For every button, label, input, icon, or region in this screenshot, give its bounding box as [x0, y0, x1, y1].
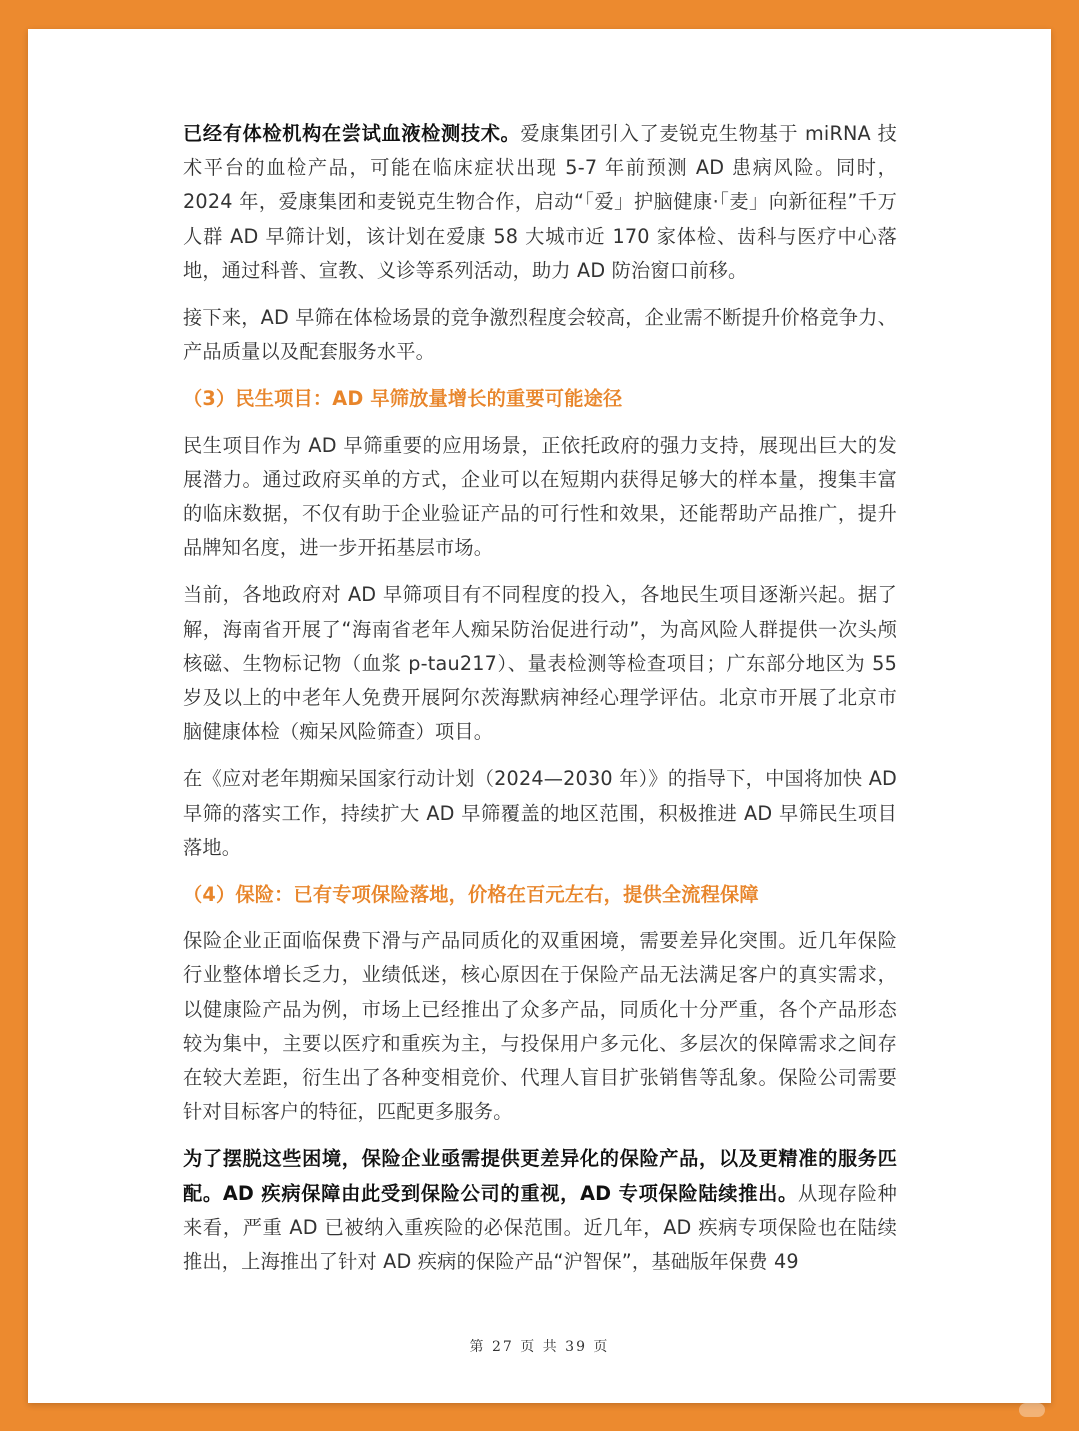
paragraph-insurance-2 — [183, 1142, 897, 1279]
watermark-icon — [1019, 1403, 1045, 1417]
paragraph-text: 接下来，AD 早筛在体检场景的竞争激烈程度会较高，企业需不断提升价格竞争力、产品质量以及配套服务水平。 — [183, 306, 897, 364]
section-heading-4: （4）保险：已有专项保险落地，价格在百元左右，提供全流程保障 — [183, 883, 759, 907]
section-heading-3: （3）民生项目：AD 早筛放量增长的重要可能途径 — [183, 387, 623, 411]
paragraph-livelihood-3: 在《应对老年期痴呆国家行动计划（2024—2030 年）》的指导下，中国将加快 AD 早筛的落实工作，持续扩大 AD 早筛覆盖的地区范围，积极推进 AD 早筛民生项目落地。 — [183, 767, 897, 859]
document-page — [28, 29, 1051, 1403]
paragraph-text: 爱康集团引入了麦锐克生物基于 miRNA 技术平台的血检产品，可能在临床症状出现 5-7 年前预测 AD 患病风险。同时，2024 年，爱康集团和麦锐克生物合作，启动“「爱」护脑健康·「麦」向新征程”千万人群 AD 早筛计划，该计划在爱康 58 大城市近 170 家体检、齿科与医疗中心落地，通过科普、宣教、义诊等系列活动，助力 AD 防治窗口前移。 — [183, 122, 897, 282]
paragraph-insurance-1: 保险企业正面临保费下滑与产品同质化的双重困境，需要差异化突围。近几年保险行业整体增长乏力，业绩低迷，核心原因在于保险产品无法满足客户的真实需求，以健康险产品为例，市场上已经推出了众多产品，同质化十分严重，各个产品形态较为集中，主要以医疗和重疾为主，与投保用户多元化、多层次的保障需求之间存在较大差距，衍生出了各种变相竞价、代理人盲目扩张销售等乱象。保险公司需要针对目标客户的特征，匹配更多服务。 — [183, 929, 897, 1124]
page-content — [183, 117, 897, 1292]
paragraph-livelihood-1: 民生项目作为 AD 早筛重要的应用场景，正依托政府的强力支持，展现出巨大的发展潜力。通过政府买单的方式，企业可以在短期内获得足够大的样本量，搜集丰富的临床数据，不仅有助于企业验证产品的可行性和效果，还能帮助产品推广，提升品牌知名度，进一步开拓基层市场。 — [183, 433, 897, 560]
paragraph-competition — [183, 301, 897, 369]
paragraph-blood-test — [183, 117, 897, 288]
page-number-footer: 第 27 页 共 39 页 — [469, 1339, 610, 1355]
paragraph-lead-bold: 为了摆脱这些困境，保险企业亟需提供更差异化的保险产品，以及更精准的服务匹配。AD 疾病保障由此受到保险公司的重视，AD 专项保险陆续推出。 — [183, 1147, 897, 1205]
paragraph-text: 从现存险种来看，严重 AD 已被纳入重疾险的必保范围。近几年，AD 疾病专项保险也在陆续推出，上海推出了针对 AD 疾病的保险产品“沪智保”，基础版年保费 49 — [183, 1181, 898, 1274]
paragraph-lead-bold: 已经有体检机构在尝试血液检测技术。 — [183, 122, 521, 145]
paragraph-livelihood-2: 当前，各地政府对 AD 早筛项目有不同程度的投入，各地民生项目逐渐兴起。据了解，海南省开展了“海南省老年人痴呆防治促进行动”，为高风险人群提供一次头颅核磁、生物标记物（血浆 p-tau217）、量表检测等检查项目；广东部分地区为 55 岁及以上的中老年人免费开展阿尔茨海默病神经心理学评估。北京市开展了北京市脑健康体检（痴呆风险筛查）项目。 — [183, 583, 897, 744]
